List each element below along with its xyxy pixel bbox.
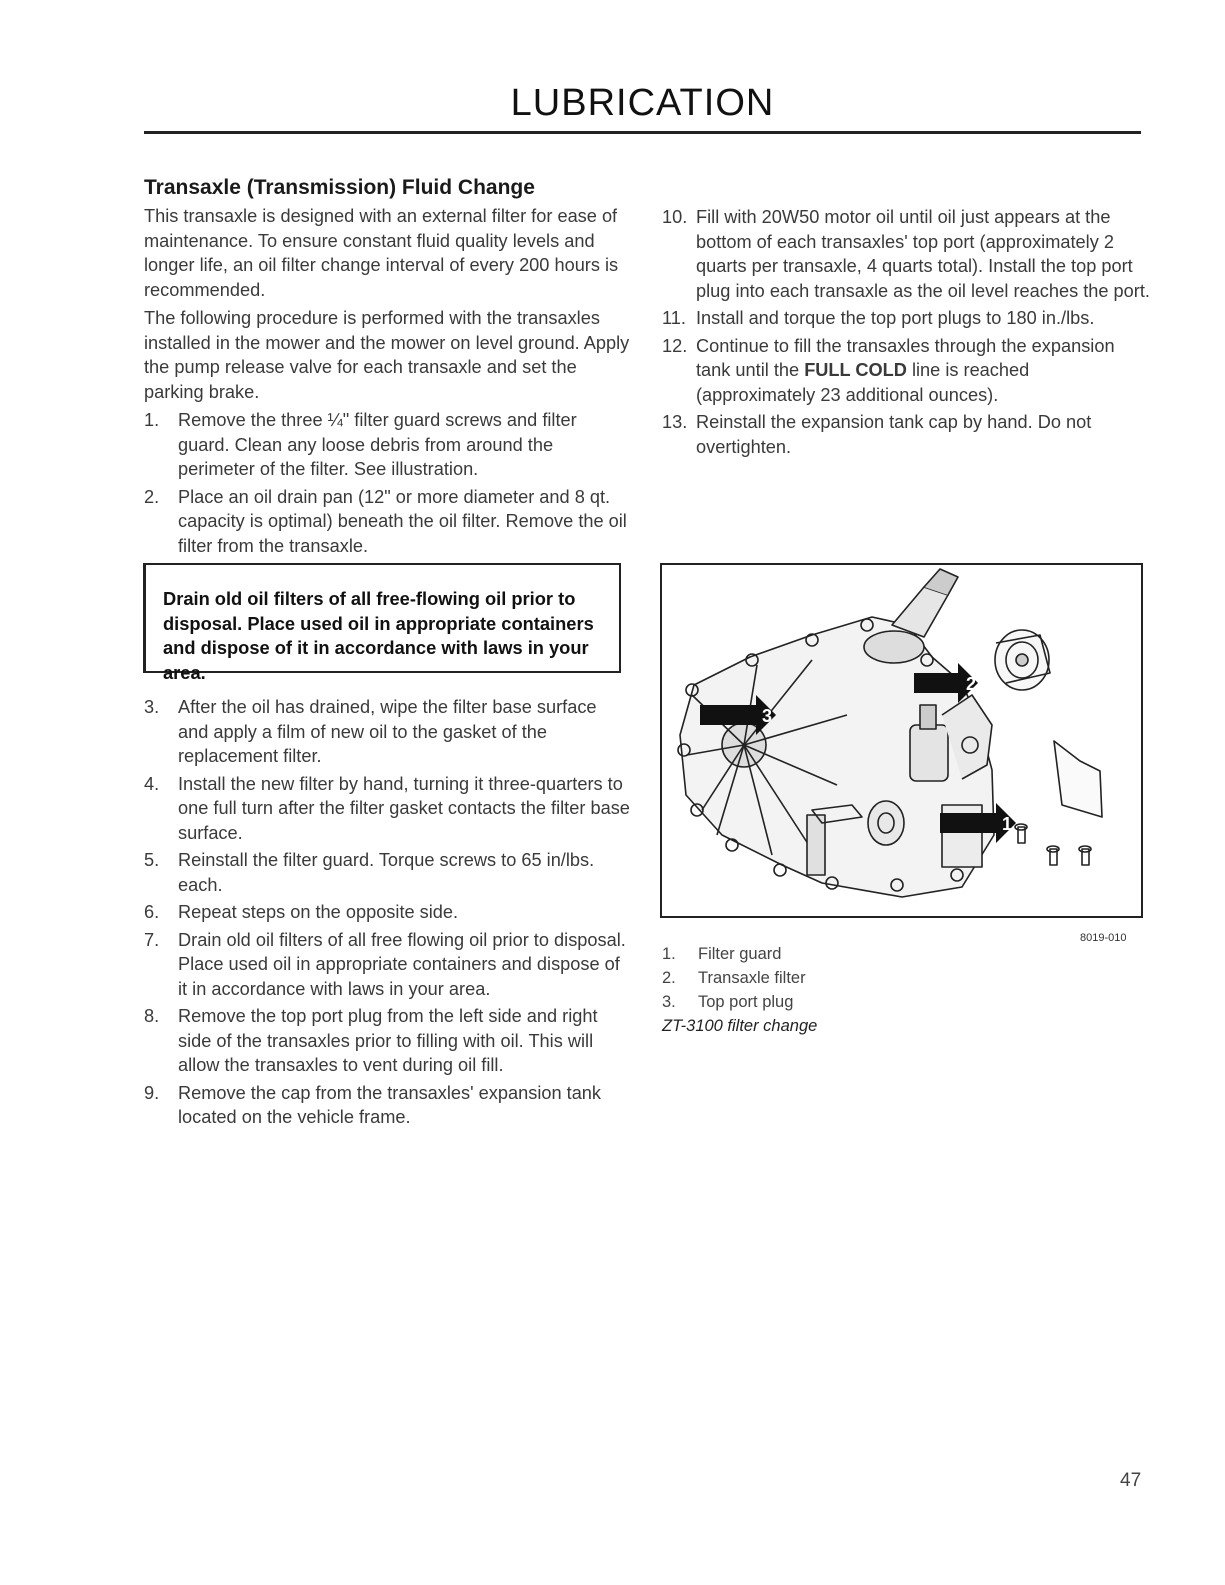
step-number: 12.	[662, 335, 688, 356]
step-text: Remove the cap from the transaxles' expansion tank located on the vehicle frame.	[178, 1082, 602, 1127]
legend-item	[662, 942, 817, 966]
step-number: 2.	[144, 486, 160, 507]
procedure-paragraph: The following procedure is performed with the transaxles installed in the mower and the mower on level ground. Apply the pump release valve for each transaxle and set the parking brake.	[144, 308, 630, 402]
intro-paragraph: This transaxle is designed with an external filter for ease of maintenance. To ensure constant fluid quality levels and longer life, an oil filter change interval of every 200 hours is recommended.	[144, 206, 619, 300]
left-column	[144, 176, 630, 561]
step-number: 9.	[144, 1082, 160, 1103]
legend-item	[662, 966, 817, 990]
right-column	[662, 205, 1152, 462]
title-rule	[144, 131, 1141, 134]
left-column-lower	[144, 695, 630, 1133]
legend-number: 3.	[662, 993, 676, 1011]
list-item	[144, 1004, 630, 1078]
step-text: Drain old oil filters of all free flowing oil prior to disposal. Place used oil in appropriate containers and dispose of it in accordance with laws in your area.	[178, 929, 626, 999]
step-text: After the oil has drained, wipe the filter base surface and apply a film of new oil to the gasket of the replacement filter.	[178, 697, 597, 766]
step-text: Reinstall the filter guard. Torque screws to 65 in/lbs. each.	[178, 850, 595, 895]
transaxle-illustration	[660, 563, 1143, 918]
step-number: 7.	[144, 929, 160, 950]
callout-marker-2: 2	[966, 674, 977, 694]
list-item	[662, 205, 1152, 303]
step-text-pre: Continue to fill the transaxles through the expansion tank until the	[696, 335, 1115, 380]
step-number: 1.	[144, 410, 160, 430]
legend-list	[662, 942, 817, 1014]
list-item	[144, 928, 630, 1002]
step-number: 3.	[144, 697, 160, 717]
legend-number: 2.	[662, 969, 676, 987]
list-item	[144, 772, 630, 846]
legend-number: 1.	[662, 945, 676, 963]
full-cold-label: FULL COLD	[804, 360, 907, 380]
legend-label: Filter guard	[698, 945, 782, 963]
step-text: Install the new filter by hand, turning it three-quarters to one full turn after the filter gasket contacts the filter base surface.	[178, 773, 630, 843]
legend-label: Top port plug	[698, 993, 794, 1011]
steps-list-c	[662, 205, 1152, 459]
callout-marker-1: 1	[1002, 814, 1013, 834]
step-text: Remove the three ¼" filter guard screws and filter guard. Clean any loose debris from around the perimeter of the filter. See illustration.	[178, 410, 577, 479]
step-number: 5.	[144, 850, 160, 870]
figure-caption: ZT-3100 filter change	[662, 1017, 818, 1035]
step-text: Install and torque the top port plugs to 180 in./lbs.	[696, 308, 1095, 328]
legend-item	[662, 990, 817, 1014]
figure-code: 8019-010	[1080, 932, 1127, 944]
step-text: Remove the top port plug from the left side and right side of the transaxles prior to filling with oil. This will allow the transaxles to vent during oil fill.	[178, 1006, 598, 1075]
step-text: Place an oil drain pan (12" or more diameter and 8 qt. capacity is optimal) beneath the oil filter. Remove the oil filter from the transaxle.	[178, 486, 627, 556]
list-item	[144, 1081, 630, 1130]
step-number: 11.	[662, 308, 686, 328]
list-item	[662, 334, 1152, 408]
list-item	[662, 306, 1152, 331]
callout-marker-3: 3	[762, 706, 773, 726]
step-text: Reinstall the expansion tank cap by hand. Do not overtighten.	[696, 412, 1092, 457]
step-text: Repeat steps on the opposite side.	[178, 902, 459, 922]
step-text-post: line is reached (approximately 23 additional ounces).	[696, 360, 1030, 405]
list-item	[662, 410, 1152, 459]
list-item	[144, 408, 630, 482]
list-item	[144, 848, 630, 897]
list-item	[144, 695, 630, 769]
steps-list-a	[144, 408, 630, 558]
steps-list-b	[144, 695, 630, 1130]
step-number: 13.	[662, 412, 688, 432]
list-item	[144, 485, 630, 559]
step-number: 10.	[662, 207, 688, 227]
page-number: 47	[1120, 1470, 1142, 1491]
step-text: Fill with 20W50 motor oil until oil just appears at the bottom of each transaxles' top port (approximately 2 quarts per transaxle, 4 quarts total). Install the top port plug into each transaxle as the oil level reaches the port.	[696, 207, 1150, 301]
page-title: LUBRICATION	[510, 82, 775, 124]
step-number: 6.	[144, 902, 160, 922]
transaxle-drawing	[662, 565, 1141, 916]
figure-legend	[662, 942, 817, 1038]
warning-box	[143, 563, 621, 683]
step-number: 8.	[144, 1006, 160, 1026]
warning-text: Drain old oil filters of all free-flowing oil prior to disposal. Place used oil in appropriate containers and dispose of it in accordance with laws in your area.	[163, 588, 594, 683]
section-heading: Transaxle (Transmission) Fluid Change	[144, 176, 535, 199]
list-item	[144, 900, 630, 925]
legend-label: Transaxle filter	[698, 969, 806, 987]
step-number: 4.	[144, 773, 160, 794]
